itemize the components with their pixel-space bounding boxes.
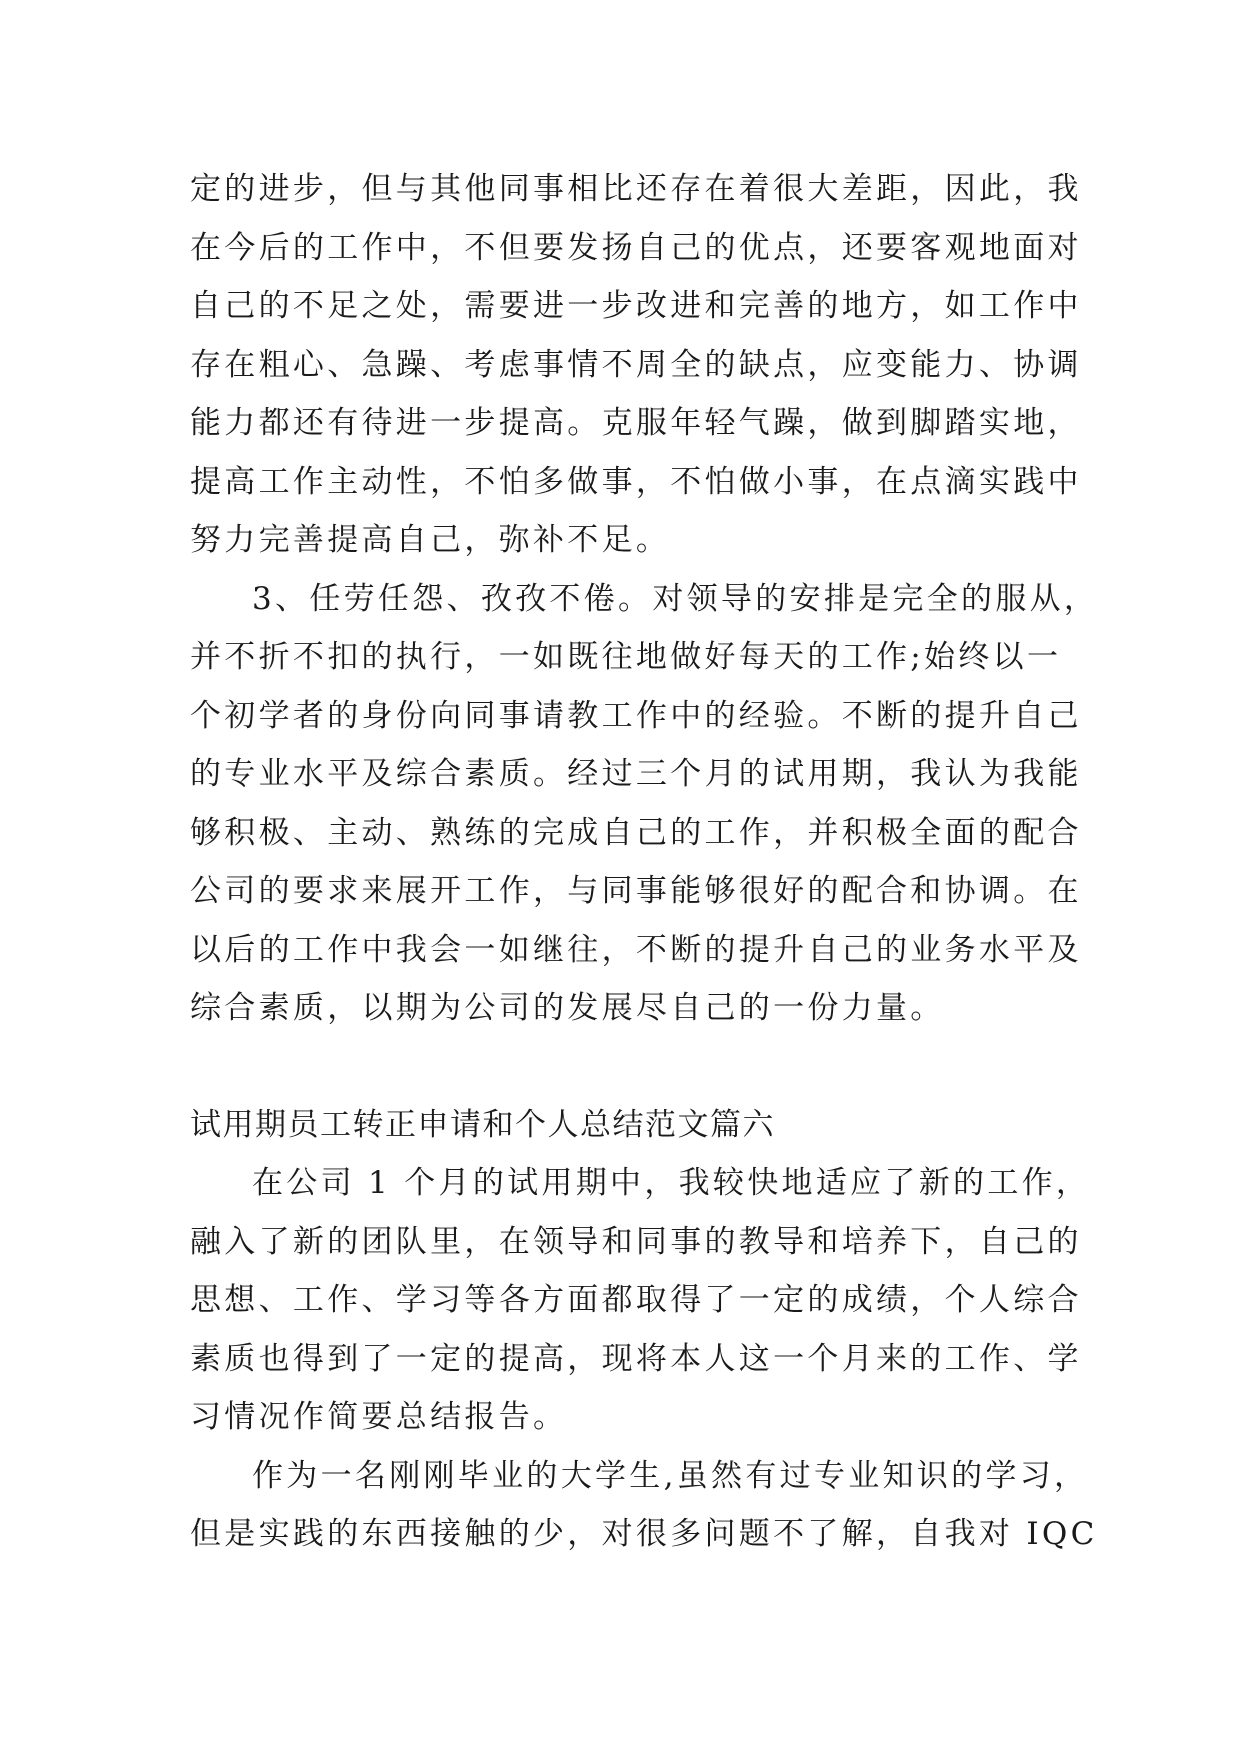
text-line: 在公司 1 个月的试用期中，我较快地适应了新的工作，	[252, 1165, 1091, 1201]
paragraph-continuation	[190, 160, 1082, 570]
text-line: 努力完善提高自己，弥补不足。	[190, 522, 671, 558]
text-line: 思想、工作、学习等各方面都取得了一定的成绩，个人综合	[190, 1282, 1082, 1318]
text-line: 综合素质，以期为公司的发展尽自己的一份力量。	[190, 990, 945, 1026]
paragraph-graduate	[190, 1447, 1098, 1564]
text-line: 3、任劳任怨、孜孜不倦。对领导的安排是完全的服从，	[252, 580, 1099, 617]
text-line: 的专业水平及综合素质。经过三个月的试用期，我认为我能	[190, 756, 1082, 792]
text-line: 习情况作简要总结报告。	[190, 1399, 568, 1435]
text-line: 提高工作主动性，不怕多做事，不怕做小事，在点滴实践中	[190, 463, 1082, 500]
text-line: 但是实践的东西接触的少，对很多问题不了解，自我对 IQC	[190, 1516, 1098, 1552]
text-line: 个初学者的身份向同事请教工作中的经验。不断的提升自己	[190, 697, 1082, 734]
text-line: 公司的要求来展开工作，与同事能够很好的配合和协调。在	[190, 873, 1082, 909]
text-line: 够积极、主动、熟练的完成自己的工作，并积极全面的配合	[190, 814, 1082, 851]
text-line: 并不折不扣的执行，一如既往地做好每天的工作;始终以一	[190, 639, 1062, 675]
text-line: 定的进步，但与其他同事相比还存在着很大差距，因此，我	[190, 171, 1082, 207]
text-line: 存在粗心、急躁、考虑事情不周全的缺点，应变能力、协调	[190, 346, 1082, 383]
document-body	[190, 160, 1099, 1564]
text-line: 能力都还有待进一步提高。克服年轻气躁，做到脚踏实地，	[190, 405, 1082, 441]
section-title: 试用期员工转正申请和个人总结范文篇六	[190, 1106, 775, 1143]
section-spacer	[190, 1038, 1070, 1096]
paragraph-intro	[190, 1154, 1091, 1447]
text-line: 在今后的工作中，不但要发扬自己的优点，还要客观地面对	[190, 229, 1082, 266]
text-line: 以后的工作中我会一如继往，不断的提升自己的业务水平及	[190, 931, 1082, 968]
text-line: 自己的不足之处，需要进一步改进和完善的地方，如工作中	[190, 288, 1082, 324]
text-line: 融入了新的团队里，在领导和同事的教导和培养下，自己的	[190, 1223, 1082, 1260]
text-line: 作为一名刚刚毕业的大学生,虽然有过专业知识的学习，	[252, 1457, 1089, 1494]
paragraph-point-3	[190, 570, 1099, 1038]
text-line: 素质也得到了一定的提高，现将本人这一个月来的工作、学	[190, 1340, 1082, 1377]
